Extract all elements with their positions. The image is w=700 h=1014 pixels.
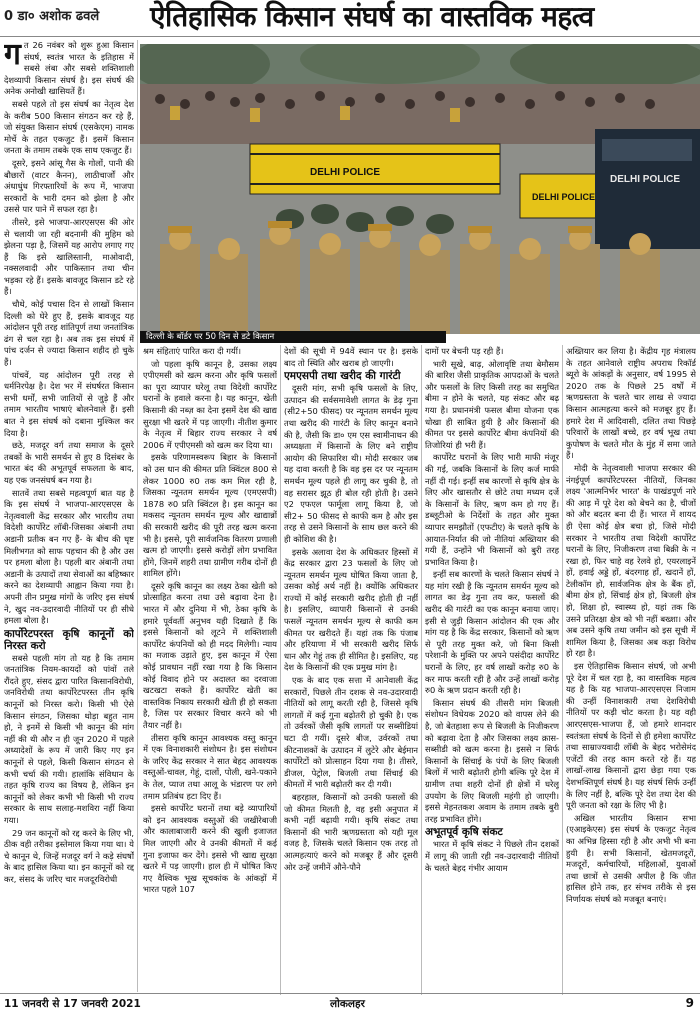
column-divider — [421, 345, 422, 995]
paragraph: इन्हीं सब कारणों के चलते किसान संघर्ष ने यह मांग रखी है कि न्यूनतम समर्थन मूल्य को लागत का डेढ़ गुना तय कर, फसलों की खरीद की गारंटी का एक कानून बनाया जाए। इसी से जुड़ी किसान आंदोलन की एक और मांग यह है कि केंद्र सरकार, किसानों को ऋण से पूरी तरह मुक्त करे, जो बिना किसी परेशानी के मुक्ति पर अपने पसंदीदा कार्पोरेट घरानों के लिए, हर वर्ष लाखों करोड़ रु0 के कर माफ करती रही है और उन्हें लाखों करोड़ रु0 के ऋण प्रदान करती रही है। — [425, 569, 559, 696]
author-byline: 0 डा० अशोक ढवले — [4, 9, 100, 24]
paragraph: श्रम संहिताएं पारित करा दी गयीं। — [143, 346, 242, 356]
photo-caption: दिल्ली के बॉर्डर पर 50 दिन से डटे किसान — [140, 331, 446, 343]
paragraph: देशों की सूची में 94वें स्थान पर है। इसके बाद तो स्थिति और खराब हो जाएगी। — [284, 346, 418, 368]
paragraph: दामों पर बेचनी पड़ रही हैं। — [425, 346, 504, 356]
paragraph: भारी सूखे, बाढ़, ओलावृष्टि तथा बेमौसम की बारिश जैसी प्राकृतिक आपदाओं के चलते और फसलों के लिए किसी तरह का समुचित बीमा न होने के चलते, यह संकट और बढ़ गया है। प्रधानमंत्री फसल बीमा योजना एक धोखा ही साबित हुयी है और किसानों की कीमत पर इससे कार्पोरेट बीमा कंपनियों की तिजोरियां ही भरी हैं। — [425, 358, 559, 450]
column-divider — [562, 345, 563, 995]
paragraph: भारत में कृषि संकट ने पिछले तीन दशकों में लागू की जाती रही नव-उदारवादी नीतियों के चलते बेहद गंभीर आयाम — [425, 839, 559, 873]
masthead — [0, 0, 700, 32]
paragraph: इसके अलावा देश के अधिकतर हिस्सों में केंद्र सरकार द्वारा 23 फसलों के लिए जो न्यूनतम समर्थन मूल्य घोषित किया जाता है, उसका कोई अर्थ नहीं है। क्योंकि अधिकतर राज्यों में कोई सरकारी खरीद होती ही नहीं है। इसलिए, व्यापारी किसानों से उनकी फसलें न्यूनतम समर्थन मूल्य से काफी कम कीमत पर खरीदते हैं। यहां तक कि पंजाब और हरियाणा में भी सरकारी खरीद सिर्फ धान और गेहूं तक ही सीमित है। इसलिए, यह देश के किसानों की एक प्रमुख मांग है। — [284, 546, 418, 673]
article-headline: ऐतिहासिक किसान संघर्ष का वास्तविक महत्व — [150, 0, 594, 33]
column-divider — [280, 345, 281, 995]
article-column-4 — [425, 346, 559, 992]
paragraph: 29 जन कानूनों को रद्द करने के लिए भी, ठीक वही तरीका इस्तेमाल किया गया था। ये चे कानून थे, जिन्हें मजदूर वर्ग ने कड़े संघर्षों के बाद हासिल किया था। इन कानूनों को रद्द कर, संसद के जरिए चार मजदूरविरोधी — [4, 827, 134, 884]
section-subhead: अभूतपूर्व कृषि संकट — [425, 826, 503, 839]
paragraph: दूसरी मांग, सभी कृषि फसलों के लिए, उत्पादन की सर्वसमावेशी लागत के डेढ़ गुना (सी2+50 फीसद) पर न्यूनतम समर्थन मूल्य तथा खरीद की गारंटी के लिए कानून बनाने की है, जैसी कि डा० एम एस स्वामीनाथन की अध्यक्षता में किसानों के लिए बने राष्ट्रीय आयोग की सिफारिश थी। मोदी सरकार जब यह दावा करती है कि वह इस दर पर न्यूनतम समर्थन मूल्य पहले ही लागू कर चुकी है, तो वह सरासर झूठ ही बोल रही होती है। उसने ए2 एफएल फार्मूला लागू किया है, जो सी2+ 50 फीसद से काफी कम है और इस तरह से उसने किसानों के साथ छल करने की ही कोशिश की है। — [284, 383, 418, 544]
paragraph: इससे कार्पोरेट घरानों तथा बड़े व्यापारियों को इन आवश्यक वस्तुओं की जखीरेबाजी और कालाबाजारी करने की खुली इजाजत मिल जाएगी और वे उनकी कीमतों में कई गुना इजाफा कर देंगे। इससे भी खाद्य सुरक्षा खतरे में पड़ जाएगी। हाल ही में घोषित किए गए वैश्विक भूख सूचकांक के आंकड़ों में भारत पहले 107 — [143, 803, 277, 895]
article-column-1 — [4, 40, 134, 992]
paragraph: गत 26 नवंबर को शुरू हुआ किसान संघर्ष, स्वतंत्र भारत के इतिहास में सबसे लंबा और सबसे शक्तिशाली देशव्यापी किसान संघर्ष है। इस संघर्ष की अनेक अनोखी खासियतें हैं। — [4, 40, 134, 97]
paragraph: तीसरे, इसे भाजपा-आरएसएस की ओर से चलायी जा रही बदनामी की मुहिम को झेलना पड़ा है, जिसमें यह आरोप लगाए गए हैं कि इसे खालिस्तानी, माओवादी, नक्सलवादी और पाकिस्तान तथा चीन भड़का रहे हैं। इसके बावजूद किसान डटे रहे हैं। — [4, 216, 134, 297]
protest-photo-illustration — [140, 44, 700, 334]
paragraph: किसान संघर्ष की तीसरी मांग बिजली संशोधन विधेयक 2020 को वापस लेने की है, जो बेतहाशा रूप से बिजली के निजीकरण को बढ़ावा देता है और जिसका लक्ष्य क्रास-सब्सीडी को खत्म करना है। इससे न सिर्फ किसानों के सिंचाई के पंपों के लिए बिजली बिलों में भारी बढ़ोतरी होगी बल्कि पूरे देश में ग्रामीण तथा शहरी दोनों ही क्षेत्रों में घरेलू उपयोग के लिए बिजली महंगी हो जाएगी। इससे मेहनतकश अवाम के तमाम तबके बुरी तरह प्रभावित होंगे। — [425, 697, 559, 824]
header-rule — [0, 36, 700, 37]
paragraph: सबसे पहले तो इस संघर्ष का नेतृत्व देश के करीब 500 किसान संगठन कर रहे हैं, जो संयुक्त किसान संघर्ष (एसकेएम) नामक मोर्चे के तहत एकजुट हैं। इसमें किसान जनता के तमाम तबके एक साथ एकजुट हैं। — [4, 98, 134, 156]
barricade-sign-right: DELHI POLICE — [532, 192, 596, 202]
article-column-5 — [566, 346, 696, 992]
truck-sign: DELHI POLICE — [610, 174, 681, 185]
article-column-2 — [143, 346, 277, 992]
paragraph: दूसरे कृषि कानून का लक्ष्य ठेका खेती को प्रोत्साहित करना तथा उसे बढ़ावा देना है। भारत में और दुनिया में भी, ठेका कृषि के हमारे पूर्ववर्ती अनुभव यही दिखाते हैं कि इससे किसानों को लूटने में शक्तिशाली कार्पोरेट कंपनियों को ही मदद मिलेगी। न्याय का मजाक उड़ाते हुए, इस कानून में ऐसा कोई प्रावधान नहीं रखा गया है कि किसान कोई विवाद होने पर अदालत का दरवाजा खटखटा सकते हैं। कार्पोरेट खेती का वास्तविक निकाय सरकारी खेती ही हो सकता है, जिस पर सरकार विचार करने को भी तैयार नहीं है। — [143, 580, 277, 730]
drop-cap: ग — [4, 40, 21, 72]
paragraph: इस ऐतिहासिक किसान संघर्ष, जो अभी पूरे देश में चल रहा है, का वास्तविक महत्व यह है कि यह भाजपा-आरएसएस निजाम की उन्हीं विनाशकारी तथा देशविरोधी नीतियों पर कड़ी चोट करता है। यह वही आरएसएस-भाजपा हैं, जो हमारे शानदार स्वतंत्रता संघर्ष के दिनों से ही हमेशा कार्पोरेट तथा साम्राज्यवादी लॉबी के बेहद भरोसेमंद एजेंटों की तरह काम करते रहे हैं। यह लाखों-लाख किसानों द्वारा छेड़ा गया एक देशभक्तिपूर्ण संघर्ष है। यह संघर्ष सिर्फ उन्हीं के लिए नहीं है, बल्कि पूरे देश तथा देश की पूरी जनता को रक्षा के लिए भी है। — [566, 661, 696, 811]
paragraph: सातवें तथा सबसे महत्वपूर्ण बात यह है कि इस संघर्ष ने भाजपा-आरएसएस के नेतृत्ववाली केंद्र सरकार और भारतीय तथा विदेशी कार्पोरेट लॉबी-जिसका अंबानी तथा अडानी प्रतीक बन गए हैं- के बीच की घृष्ट मिलीभगत को साफ पहचान की है और उस पर हमला बोला है। पहली बार अंबानी तथा अडानी के उत्पादों तथा सेवाओं का बहिष्कार करने का देशव्यापी आह्वान किया गया है। अपनी तीन प्रमुख मांगों के जरिए इस संघर्ष ने, खुद नव-उदारवादी नीतियों पर ही सीधे हमला बोला है। — [4, 487, 134, 626]
paragraph: चौथे, कोई पचास दिन से लाखों किसान दिल्ली को घेरे हुए हैं, इसके बावजूद यह आंदोलन पूरी तरह शांतिपूर्ण तथा जनतांत्रिक ढंग से चल रहा है। अब तक इस संघर्ष में पांच दर्जन से ज्यादा किसान शहीद हो चुके हैं। — [4, 299, 134, 368]
page-number: 9 — [685, 996, 694, 1010]
paragraph: सबसे पहली मांग तो यह है कि तमाम जनतांत्रिक नियम-कायदों को पांवों तले रौंदते हुए, संसद द्वारा पारित किसानविरोधी, जनविरोधी तथा कार्पोरेटपरस्त तीन कृषि कानूनों को निरस्त करो। किसी भी ऐसे किसान संगठन, जिसका थोड़ा बहुत नाम हो, ने इनमें से किसी भी कानून की मांग नहीं की थी और न ही जून 2020 में पहले अध्यादेशों के रूप में जारी किए गए इन कानूनों से पहले, किसी किसान संगठन से कभी चर्चा की गयी। हालांकि संविधान के तहत कृषि राज्य का विषय है, लेकिन इन कानूनों को लेकर कभी भी किसी भी राज्य सरकार के साथ सलाह-मशविरा नहीं किया गया। — [4, 652, 134, 825]
article-column-3 — [284, 346, 418, 992]
section-subhead: एमएसपी तथा खरीद की गारंटी — [284, 370, 401, 383]
paragraph: कार्पोरेट घरानों के लिए भारी माफी मंजूर की गई, जबकि किसानों के लिए कर्ज माफी नहीं दी गई। इन्हीं सब कारणों से कृषि क्षेत्र के लिए और खासतौर से छोटे तथा मध्यम दर्जे के किसानों के लिए, ऋण कम हो गए हैं। डब्लूटीओ के निर्देशों के तहत और मुक्त व्यापार समझौतों (एफटीए) के चलते कृषि के आयात-निर्यात की जो नीतियां अख्तियार की गयी हैं, उन्होंने भी किसानों को बुरी तरह प्रभावित किया है। — [425, 452, 559, 567]
paragraph: छठे, मजदूर वर्ग तथा समाज के दूसरे तबकों के भारी समर्थन से हुए 8 दिसंबर के भारत बंद की अभूतपूर्व सफलता के बाद, यह एक जनसंघर्ष बन गया है। — [4, 440, 134, 485]
paragraph: तीसरा कृषि कानून आवश्यक वस्तु कानून में एक विनाशकारी संशोधन है। इस संशोधन के जरिए केंद्र सरकार ने सात बेहद आवश्यक वस्तुओं-चावल, गेहूं, दालों, पोली, खने-पकाने के तेल, प्याज तथा आलू के भंडारण पर लगे तमाम प्रतिबंध हटा दिए हैं। — [143, 732, 277, 801]
page-footer — [0, 993, 700, 1014]
paragraph: अख्तियार कर लिया है। केंद्रीय गृह मंत्रालय के तहत आनेवाले राष्ट्रीय अपराध रिकॉर्ड ब्यूरो के आंकड़ों के अनुसार, वर्ष 1995 से 2020 तक के पिछले 25 वर्षों में ऋणग्रस्तता के चलते चार लाख से ज्यादा किसान आत्महत्या करने को मजबूर हुए हैं। हमारे देश में आदिवासी, दलित तथा पिछड़े परिवारों के लाखों बच्चे, हर वर्ष भूख तथा कुपोषण के चलते मौत के मुंह में समा जाते हैं। — [566, 346, 696, 461]
paragraph: इसके परिणामस्वरूप बिहार के किसानों को उस धान की कीमत प्रति क्विंटल 800 से लेकर 1000 रु0 तक कम मिल रही है, जिसका न्यूनतम समर्थन मूल्य (एमएसपी) 1878 रु0 प्रति क्विंटल है। इस कानून का मकसद न्यूनतम समर्थन मूल्य और खाद्यान्नों की सरकारी खरीद की पूरी तरह खत्म करना भी है। इससे, पूरी सार्वजनिक वितरण प्रणाली खत्म हो जाएगी। इससे करोड़ों लोग प्रभावित होंगे, जिनमें शहरी तथा ग्रामीण गरीब दोनों ही शामिल होंगे। — [143, 452, 277, 579]
paragraph: जो पहला कृषि कानून है, उसका लक्ष्य एपीएमसी को खत्म करना और कृषि फसलों का पूरा व्यापार घरेलू तथा विदेशी कार्पोरेट घरानों के हवाले करना है। यह कानून, खेती किसानी की नब्ज़ का देना इसमें देश की खाद्य सुरक्षा भी खतरे में पड़ जाएगी। नीतीश कुमार के नेतृत्व में बिहार राज्य सरकार ने वर्ष 2006 में एपीएमसी को खत्म कर दिया था। — [143, 358, 277, 450]
paragraph: अखिल भारतीय किसान सभा (एआइकेएस) इस संघर्ष के एकजुट नेतृत्व का अभिन्न हिस्सा रही है और अभी भी बना हुयी है। सभी किसानों, खेतमजदूरों, मजदूरों, कर्मचारियों, महिलाओं, युवाओं तथा छात्रों से उसकी अपील है कि जीत हासिल होने तक, हर संभव तरीके से इस निर्णायक संघर्ष को मजबूत बनाएं। — [566, 812, 696, 904]
paragraph: एक के बाद एक सत्ता में आनेवाली केंद्र सरकारों, पिछले तीन दशक से नव-उदारवादी नीतियों को लागू करती रही है, जिससे कृषि लागतों में कई गुना बढ़ोतरी हो चुकी है। एक तो उर्वरकों जैसी कृषि लागतों पर सब्सीडियां घटा दी गयीं। दूसरे बीज, उर्वरकों तथा कीटनाशकों के उत्पादन में लुटेरे और बेईमान कार्पोरेटों को प्रोत्साहन दिया गया है। तीसरे, डीजल, पेट्रोल, बिजली तथा सिंचाई की कीमतों में भारी बढ़ोतरी कर दी गयी। — [284, 675, 418, 790]
paragraph: दूसरे, इसने आंसू गैस के गोलों, पानी की बौछारों (वाटर कैनन), लाठीचार्जों और अंधाधुंध गिरफ्तारियों के रूप में, भाजपा सरकारों के भारी दमन को झेला है और उससे पार पाने में सफल रहा है। — [4, 157, 134, 215]
issue-date: 11 जनवरी से 17 जनवरी 2021 — [4, 998, 141, 1010]
protest-photo — [140, 44, 700, 334]
section-subhead: कार्पोरेटपरस्त कृषि कानूनों को निरस्त करो — [4, 627, 134, 652]
publication-name: लोकलहर — [330, 998, 365, 1010]
column-divider — [137, 40, 138, 992]
barricade-sign-left: DELHI POLICE — [310, 167, 381, 178]
paragraph: मोदी के नेतृत्ववाली भाजपा सरकार की नंगईपूर्ण कार्पोरेटपरस्त नीतियों, जिनका लक्ष्य 'आत्मनिर्भर भारत' के पाखंडपूर्ण नारे की आड़ में पूरे देश को बेचने का है, चीजों को और बदतर बना दी हैं। भारत में शायद ही ऐसा कोई क्षेत्र बचा हो, जिसे मोदी सरकार ने भारतीय तथा विदेशी कार्पोरेट घरानों के लिए, निजीकरण तथा बिक्री के न रखा हो, फिर चाहे वह रेलवे हो, एयरलाइनें हों, हवाई अड्डे हों, बंदरगाह हों, खदानें हों, टेलीकॉम हो, सार्वजनिक क्षेत्र के बैंक हों, बीमा क्षेत्र हो, सिंचाई क्षेत्र हो, बिजली क्षेत्र हो, शिक्षा हो, स्वास्थ्य हो, यहां तक कि उसने प्रतिरक्षा क्षेत्र को भी नहीं बख्शा। और अब उसने कृषि तथा जमीन को इस सूची में शामिल किया है, जिसका अब कड़ा विरोध हो रहा है। — [566, 462, 696, 659]
paragraph: बहरहाल, किसानों को उनकी फसलों की जो कीमत मिलती है, वह इसी अनुपात में कभी नहीं बढ़ायी गयी। कृषि संकट तथा किसानों की भारी ऋणग्रस्तता को यही मूल वजह है, जिसके चलते किसान एक तरह तो आत्महत्याएं करने को मजबूर हैं और दूसरी ओर उन्हें जमीनें औने-पौने — [284, 791, 418, 872]
paragraph: पांचवें, यह आंदोलन पूरी तरह से धर्मनिरपेक्ष है। देश भर में संघर्षरत किसान सभी धर्मों, सभी जातियों से जुड़े हैं और तमाम भारतीय भाषाएं बोलनेवाले हैं। इसी बात ने इस संघर्ष को दबाना मुश्किल कर दिया है। — [4, 369, 134, 438]
